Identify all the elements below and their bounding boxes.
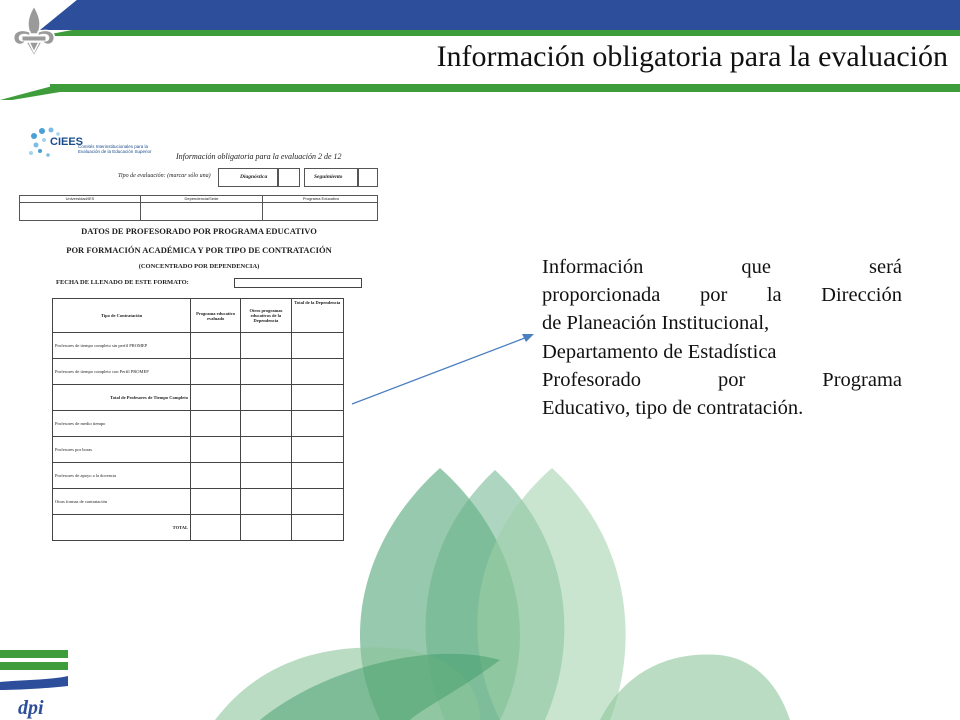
header-bar: [40, 0, 960, 36]
ciees-wordmark: CIEES: [50, 136, 84, 148]
tipo-label: Tipo de evaluación: (marcar sólo una): [118, 173, 211, 179]
id-col-dependencia: Dependencia/Sede: [184, 196, 219, 201]
form-heading-2: POR FORMACIÓN ACADÉMICA Y POR TIPO DE CONTRATACIÓN: [66, 245, 332, 255]
id-table: [19, 195, 378, 221]
fecha-label: FECHA DE LLENADO DE ESTE FORMATO:: [56, 279, 189, 286]
table-row-label: Profesores por horas: [53, 437, 191, 463]
tipo-check-2: [358, 168, 378, 187]
ciees-subtitle: Comités Interinstitucionales para la Evaluación de la Educación Superior: [78, 144, 152, 154]
form-title: Información obligatoria para la evaluación 2 de 12: [176, 152, 342, 161]
dpi-logo-text: dpi: [18, 697, 44, 719]
university-logo-icon: [4, 2, 64, 60]
note-line: de Planeación Institucional,: [542, 312, 770, 335]
header-green-band: [40, 30, 960, 36]
table-row-label: Profesores de tiempo completo sin perfil PROMEP: [53, 333, 191, 359]
note-line: Departamento de Estadística: [542, 340, 777, 363]
tipo-option-diagnostica: Diagnóstica: [240, 174, 268, 180]
note-line: proporcionada por la Dirección: [542, 284, 902, 307]
info-note: [542, 253, 902, 422]
table-header: Otros programas educativos de la Dependencia: [241, 299, 291, 333]
header-blue-band: [40, 0, 960, 30]
id-col-universidad: Universidad/IES: [65, 196, 95, 201]
table-header: Total de la Dependencia: [291, 299, 343, 333]
form-heading-1: DATOS DE PROFESORADO POR PROGRAMA EDUCATIVO: [81, 226, 317, 236]
contratacion-table: [52, 298, 344, 541]
table-row-label: TOTAL: [53, 515, 191, 541]
form-thumbnail: [16, 118, 382, 550]
note-line: Educativo, tipo de contratación.: [542, 397, 804, 420]
table-row-label: Profesores de tiempo completo con Perfil PROMEP: [53, 359, 191, 385]
id-col-programa: Programa Educativo: [302, 196, 340, 201]
title-underline: [0, 84, 960, 100]
page-title: Información obligatoria para la evaluación: [436, 40, 948, 73]
table-row-label: Profesores de apoyo a la docencia: [53, 463, 191, 489]
note-line: Información que será: [542, 256, 902, 278]
table-row-label: Otras formas de contratación: [53, 489, 191, 515]
table-header: Tipo de Contratación: [53, 299, 191, 333]
table-row-label: Total de Profesores de Tiempo Completo: [53, 385, 191, 411]
table-header: Programa educativo evaluado: [191, 299, 241, 333]
tipo-option-seguimiento: Seguimiento: [314, 174, 343, 180]
note-line: Profesorado por Programa: [542, 368, 902, 391]
fecha-box: [234, 278, 362, 288]
form-heading-3: (CONCENTRADO POR DEPENDENCIA): [138, 263, 260, 270]
tipo-check-1: [278, 168, 300, 187]
dpi-logo-icon: [0, 646, 70, 720]
table-row-label: Profesores de medio tiempo: [53, 411, 191, 437]
